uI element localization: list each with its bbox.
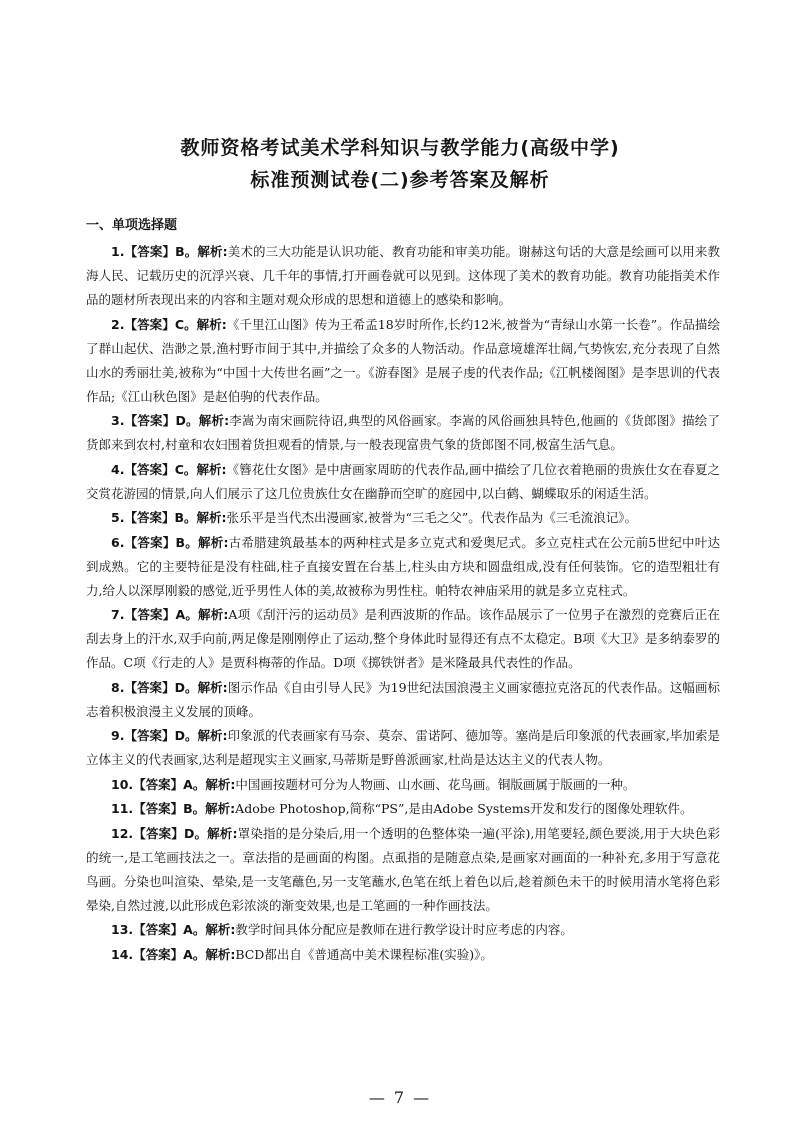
answer-lead: 5.【答案】B。解析: xyxy=(111,510,227,525)
answer-lead: 12.【答案】D。解析: xyxy=(111,825,238,841)
answer-explanation: Adobe Photoshop,简称“PS”,是由Adobe Systems开发和发行的图像处理软件。 xyxy=(235,801,693,816)
answer-explanation: 美术的三大功能是认识功能、教育功能和审美功能。谢赫这句话的大意是绘画可以用来教海人民、记载历史的沉浮兴衰、几千年的事情,打开画卷就可以见到。这体现了美术的教育功能。教育功能指美术作品的题材所表现出来的内容和主题对观众形成的思想和道德上的感染和影响。 xyxy=(86,244,720,307)
answer-lead: 1.【答案】B。解析: xyxy=(111,244,228,259)
answer-lead: 13.【答案】A。解析: xyxy=(111,922,236,937)
answer-item xyxy=(86,943,720,967)
answer-item xyxy=(86,506,720,530)
answer-explanation: 印象派的代表画家有马奈、莫奈、雷诺阿、德加等。塞尚是后印象派的代表画家,毕加索是立体主义的代表画家,达利是超现实主义画家,马蒂斯是野兽派画家,杜尚是达达主义的代表人物。 xyxy=(86,728,720,767)
answer-lead: 2.【答案】C。解析: xyxy=(111,316,227,332)
answer-explanation: 《簪花仕女图》是中唐画家周昉的代表作品,画中描绘了几位衣着艳丽的贵族仕女在春夏之交赏花游园的情景,向人们展示了这几位贵族仕女在幽静而空旷的庭园中,以白鹤、蝴蝶取乐的闲适生活。 xyxy=(86,461,720,501)
page-number: — 7 — xyxy=(368,1088,432,1107)
section-heading: 一、单项选择题 xyxy=(86,218,178,233)
answer-explanation: BCD都出自《普通高中美术课程标准(实验)》。 xyxy=(235,946,493,962)
answer-list xyxy=(86,240,720,967)
answer-explanation: 教学时间具体分配应是教师在进行教学设计时应考虑的内容。 xyxy=(235,922,573,937)
answer-item xyxy=(86,240,720,312)
answer-item xyxy=(86,313,720,409)
answer-explanation: 罩染指的是分染后,用一个透明的色整体染一遍(平涂),用笔要轻,颜色要淡,用于大块色彩的统一,是工笔画技法之一。章法指的是画面的构图。点虱指的是随意点染,是画家对画面的一种补充,多用于写意花鸟画。分染也叫渲染、晕染,是一支笔蘸色,另一支笔蘸水,色笔在纸上着色以后,趁着颜色未干的时候用清水笔将色彩晕染,自然过渡,以此形成色彩浓淡的渐变效果,也是工笔画的一种作画技法。 xyxy=(86,825,720,913)
answer-lead: 10.【答案】A。解析: xyxy=(111,776,236,792)
answer-explanation: A项《刮汗污的运动员》是利西波斯的作品。该作品展示了一位男子在激烈的竞赛后正在刮去身上的汗水,双手向前,两足像是刚刚停止了运动,整个身体此时显得还有点不太稳定。B项《大卫》是多纳泰罗的作品。C项《行走的人》是贾科梅蒂的作品。D项《掷铁饼者》是米隆最具代表性的作品。 xyxy=(86,607,721,670)
answer-item xyxy=(86,603,720,675)
answer-explanation: 李嵩为南宋画院待诏,典型的风俗画家。李嵩的风俗画独具特色,他画的《货郎图》描绘了货郎来到农村,村童和农妇围着货担观看的情景,与一般表现富贵气象的货郎图不同,极富生活气息。 xyxy=(86,413,720,452)
answer-lead: 7.【答案】A。解析: xyxy=(111,607,229,622)
answer-item xyxy=(86,918,720,942)
answer-lead: 4.【答案】C。解析: xyxy=(111,461,227,477)
title-line-1: 教师资格考试美术学科知识与教学能力(高级中学) xyxy=(180,137,620,159)
answer-explanation: 图示作品《自由引导人民》为19世纪法国浪漫主义画家德拉克洛瓦的代表作品。这幅画标志着积极浪漫主义发展的顶峰。 xyxy=(86,679,720,719)
answer-explanation: 中国画按题材可分为人物画、山水画、花鸟画。铜版画属于版画的一种。 xyxy=(235,776,636,792)
answer-item xyxy=(86,676,720,724)
answer-item xyxy=(86,531,720,603)
answer-lead: 6.【答案】B。解析: xyxy=(111,534,229,550)
answer-lead: 9.【答案】D。解析: xyxy=(111,728,228,743)
answer-item xyxy=(86,822,720,918)
document-title xyxy=(0,132,800,196)
answer-item xyxy=(86,773,720,797)
answer-explanation: 张乐平是当代杰出漫画家,被誉为“三毛之父”。代表作品为《三毛流浪记》。 xyxy=(226,510,637,525)
answer-lead: 11.【答案】B。解析: xyxy=(111,801,236,816)
title-line-2: 标准预测试卷(二)参考答案及解析 xyxy=(250,169,550,191)
answer-item xyxy=(86,797,720,821)
answer-lead: 14.【答案】A。解析: xyxy=(111,946,236,962)
answer-explanation: 古希腊建筑最基本的两种柱式是多立克式和爱奥尼式。多立克柱式在公元前5世纪中叶达到成熟。它的主要特征是没有柱础,柱子直接安置在台基上,柱头由方块和圆盘组成,没有任何装饰。它的造型粗壮有力,给人以深厚刚毅的感觉,近乎男性人体的美,故被称为男性柱。帕特农神庙采用的就是多立克柱式。 xyxy=(86,534,720,598)
answer-section xyxy=(86,214,720,967)
answer-item xyxy=(86,458,720,506)
answer-lead: 8.【答案】D。解析: xyxy=(111,679,228,695)
answer-item xyxy=(86,724,720,772)
answer-explanation: 《千里江山图》传为王希孟18岁时所作,长约12米,被誉为“青绿山水第一长卷”。作品描绘了群山起伏、浩渺之景,渔村野市间于其中,并描绘了众多的人物活动。作品意境雄浑壮阔,气势恢宏,充分表现了自然山水的秀丽壮美,被称为“中国十大传世名画”之一。《游春图》是展子虔的代表作品;《江帆楼阁图》是李思训的代表作品;《江山秋色图》是赵伯驹的代表作品。 xyxy=(86,316,720,404)
answer-item xyxy=(86,409,720,457)
answer-lead: 3.【答案】D。解析: xyxy=(111,413,230,428)
